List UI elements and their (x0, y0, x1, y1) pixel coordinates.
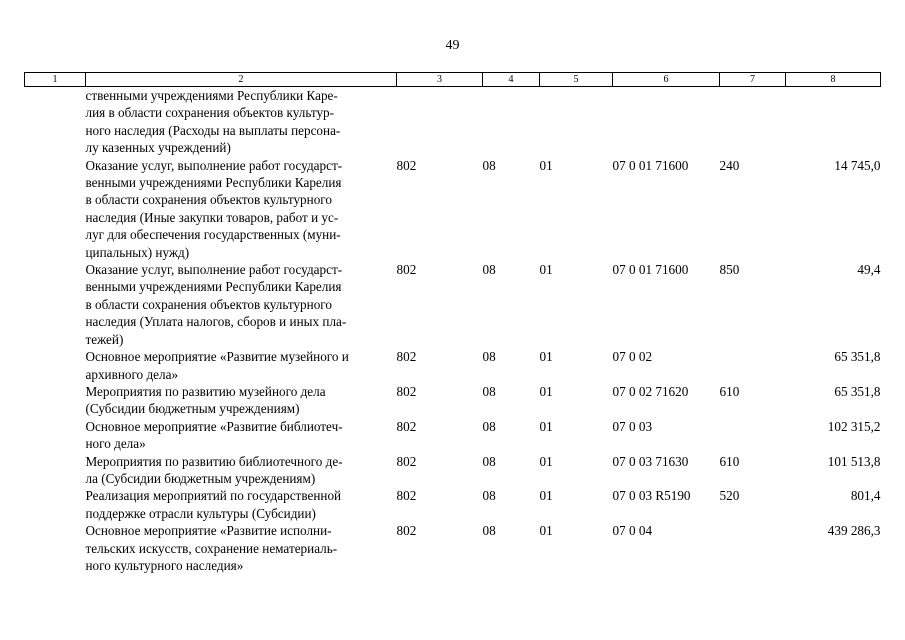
item-name-cell (86, 453, 397, 488)
subsection-code-cell: 01 (539, 262, 553, 278)
expense-type-code-cell: 610 (719, 453, 740, 469)
item-name-line: венными учреждениями Республики Карелия (85, 175, 342, 191)
table-row (25, 261, 881, 348)
column-number-3: 3 (397, 73, 483, 87)
target-item-code-cell (613, 87, 720, 157)
expense-type-code-cell: 520 (719, 488, 740, 504)
item-name-line: лу казенных учреждений) (85, 140, 231, 156)
expense-type-code-cell: 850 (719, 262, 740, 278)
budget-table (24, 72, 881, 574)
department-code-cell: 802 (396, 418, 417, 434)
subsection-code-cell: 01 (539, 418, 553, 434)
target-item-code-cell: 07 0 03 (612, 418, 653, 434)
item-name-line: наследия (Иные закупки товаров, работ и ус- (85, 209, 339, 225)
column-number-2: 2 (86, 73, 397, 87)
section-code-cell: 08 (482, 383, 496, 399)
amount-cell: 49,4 (857, 262, 881, 278)
row-number-cell (25, 487, 86, 522)
item-name-line: архивного дела» (85, 366, 179, 382)
target-item-code-cell: 07 0 01 71600 (612, 262, 689, 278)
target-item-code-cell: 07 0 02 (612, 349, 653, 365)
subsection-code-cell: 01 (539, 157, 553, 173)
item-name-line: Основное мероприятие «Развитие исполни- (85, 523, 332, 539)
row-number-cell (25, 522, 86, 574)
subsection-code-cell (540, 87, 613, 157)
item-name-line: ципальных) нужд) (85, 244, 190, 260)
expense-type-code-cell (720, 87, 786, 157)
expense-type-code-cell (720, 522, 786, 574)
target-item-code-cell: 07 0 01 71600 (612, 157, 689, 173)
item-name-line: Основное мероприятие «Развитие музейного и (85, 349, 349, 365)
row-number-cell (25, 87, 86, 157)
expense-type-code-cell: 240 (719, 157, 740, 173)
item-name-line: луг для обеспечения государственных (муни- (85, 227, 341, 243)
item-name-line: Основное мероприятие «Развитие библиотеч- (85, 418, 343, 434)
subsection-code-cell: 01 (539, 523, 553, 539)
table-row (25, 87, 881, 157)
item-name-line: Реализация мероприятий по государственной (85, 488, 342, 504)
item-name-line: тельских искусств, сохранение нематериаль- (85, 540, 338, 556)
expense-type-code-cell (720, 418, 786, 453)
department-code-cell: 802 (396, 383, 417, 399)
amount-cell: 102 315,2 (827, 418, 881, 434)
section-code-cell: 08 (482, 453, 496, 469)
expense-type-code-cell (720, 348, 786, 383)
target-item-code-cell: 07 0 04 (612, 523, 653, 539)
amount-cell (786, 87, 881, 157)
amount-cell: 101 513,8 (827, 453, 881, 469)
item-name-line: тежей) (85, 331, 124, 347)
section-code-cell: 08 (482, 262, 496, 278)
table-row (25, 522, 881, 574)
item-name-line: венными учреждениями Республики Карелия (85, 279, 342, 295)
item-name-line: ного культурного наследия» (85, 557, 244, 573)
department-code-cell: 802 (396, 349, 417, 365)
row-number-cell (25, 453, 86, 488)
amount-cell: 14 745,0 (834, 157, 881, 173)
item-name-line: ла (Субсидии бюджетным учреждениям) (85, 470, 316, 486)
amount-cell: 801,4 (850, 488, 881, 504)
department-code-cell: 802 (396, 262, 417, 278)
item-name-cell (86, 261, 397, 348)
item-name-line: Мероприятия по развитию библиотечного де- (85, 453, 343, 469)
page-number: 49 (445, 38, 460, 53)
row-number-cell (25, 261, 86, 348)
section-code-cell: 08 (482, 488, 496, 504)
column-number-row (25, 73, 881, 87)
budget-table-body (25, 87, 881, 575)
amount-cell: 439 286,3 (827, 523, 881, 539)
column-number-5: 5 (540, 73, 613, 87)
table-row (25, 487, 881, 522)
target-item-code-cell: 07 0 02 71620 (612, 383, 689, 399)
item-name-cell (86, 383, 397, 418)
subsection-code-cell: 01 (539, 488, 553, 504)
row-number-cell (25, 418, 86, 453)
column-number-8: 8 (786, 73, 881, 87)
department-code-cell (397, 87, 483, 157)
department-code-cell: 802 (396, 453, 417, 469)
row-number-cell (25, 348, 86, 383)
amount-cell: 65 351,8 (834, 383, 881, 399)
row-number-cell (25, 383, 86, 418)
item-name-line: Оказание услуг, выполнение работ государст- (85, 157, 343, 173)
column-number-1: 1 (25, 73, 86, 87)
table-row (25, 418, 881, 453)
item-name-cell (86, 87, 397, 157)
item-name-cell (86, 157, 397, 261)
table-row (25, 348, 881, 383)
table-row (25, 383, 881, 418)
item-name-cell (86, 418, 397, 453)
amount-cell: 65 351,8 (834, 349, 881, 365)
item-name-line: в области сохранения объектов культурного (85, 296, 332, 312)
department-code-cell: 802 (396, 157, 417, 173)
item-name-line: Оказание услуг, выполнение работ государст- (85, 262, 343, 278)
item-name-line: ного наследия (Расходы на выплаты персона- (85, 122, 341, 138)
row-number-cell (25, 157, 86, 261)
department-code-cell: 802 (396, 488, 417, 504)
table-row (25, 453, 881, 488)
item-name-cell (86, 487, 397, 522)
section-code-cell: 08 (482, 349, 496, 365)
column-number-6: 6 (613, 73, 720, 87)
item-name-line: лия в области сохранения объектов культур- (85, 105, 335, 121)
section-code-cell: 08 (482, 157, 496, 173)
target-item-code-cell: 07 0 03 71630 (612, 453, 689, 469)
item-name-line: ственными учреждениями Республики Каре- (85, 88, 338, 103)
section-code-cell: 08 (482, 418, 496, 434)
item-name-line: наследия (Уплата налогов, сборов и иных пла- (85, 314, 347, 330)
target-item-code-cell: 07 0 03 R5190 (612, 488, 691, 504)
item-name-line: (Субсидии бюджетным учреждениям) (85, 401, 300, 417)
item-name-cell (86, 348, 397, 383)
item-name-line: ного дела» (85, 436, 146, 452)
section-code-cell: 08 (482, 523, 496, 539)
item-name-line: Мероприятия по развитию музейного дела (85, 383, 326, 399)
table-row (25, 157, 881, 261)
item-name-line: в области сохранения объектов культурного (85, 192, 332, 208)
section-code-cell (483, 87, 540, 157)
subsection-code-cell: 01 (539, 383, 553, 399)
column-number-4: 4 (483, 73, 540, 87)
item-name-cell (86, 522, 397, 574)
column-number-7: 7 (720, 73, 786, 87)
subsection-code-cell: 01 (539, 349, 553, 365)
department-code-cell: 802 (396, 523, 417, 539)
expense-type-code-cell: 610 (719, 383, 740, 399)
item-name-line: поддержке отрасли культуры (Субсидии) (85, 505, 316, 521)
subsection-code-cell: 01 (539, 453, 553, 469)
